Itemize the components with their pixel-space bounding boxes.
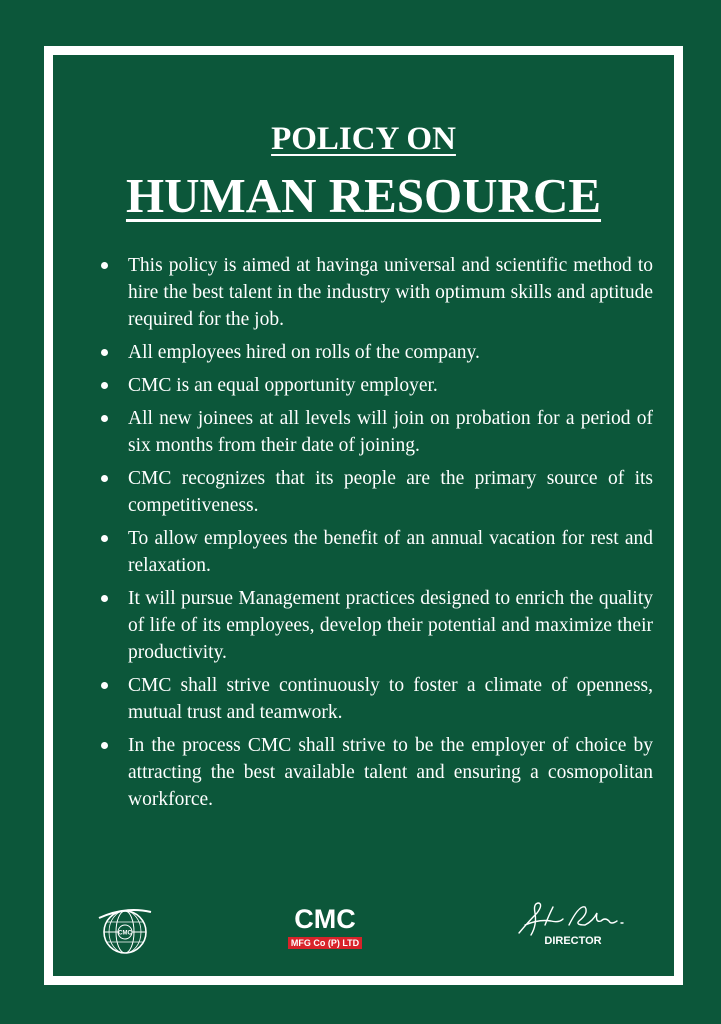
policy-item-text: CMC shall strive continuously to foster a climate of openness, mutual trust and teamwork. — [128, 675, 653, 723]
cmc-logo — [285, 905, 365, 951]
title-policy-on — [53, 121, 674, 157]
policy-item-text: CMC recognizes that its people are the primary source of its competitiveness. — [128, 468, 653, 516]
bullet-icon — [101, 595, 108, 602]
policy-poster — [53, 55, 674, 976]
director-label: DIRECTOR — [544, 935, 602, 947]
bullet-icon — [101, 475, 108, 482]
poster-frame — [44, 46, 683, 985]
bullet-icon — [101, 682, 108, 689]
bullet-icon — [101, 382, 108, 389]
policy-item — [97, 405, 653, 459]
bullet-icon — [101, 415, 108, 422]
globe-emblem-icon — [97, 902, 153, 958]
cmc-logo-text: CMC — [294, 904, 356, 934]
policy-item — [97, 252, 653, 333]
policy-item-text: All new joinees at all levels will join on probation for a period of six months from their date of joining. — [128, 408, 653, 456]
cmc-logo-subtitle: MFG Co (P) LTD — [288, 937, 362, 949]
policy-item-text: In the process CMC shall strive to be the employer of choice by attracting the best available talent and ensuring a cosmopolitan workforce. — [128, 735, 653, 810]
policy-item-text: CMC is an equal opportunity employer. — [128, 375, 438, 396]
bullet-icon — [101, 535, 108, 542]
policy-item — [97, 465, 653, 519]
bullet-icon — [101, 262, 108, 269]
policy-item — [97, 339, 653, 366]
policy-item — [97, 672, 653, 726]
globe-emblem-text: CMC — [118, 930, 132, 937]
policy-item-text: It will pursue Management practices designed to enrich the quality of life of its employees, develop their potential and maximize their productivity. — [128, 588, 653, 663]
policy-item-text: To allow employees the benefit of an annual vacation for rest and relaxation. — [128, 528, 653, 576]
bullet-icon — [101, 742, 108, 749]
policy-item — [97, 585, 653, 666]
policy-item-text: All employees hired on rolls of the company. — [128, 342, 480, 363]
policy-list — [97, 252, 653, 819]
policy-item — [97, 732, 653, 813]
policy-item — [97, 525, 653, 579]
policy-item-text: This policy is aimed at havinga universal and scientific method to hire the best talent in the industry with optimum skills and aptitude required for the job. — [128, 255, 653, 330]
title-policy-on-text: POLICY ON — [271, 121, 456, 157]
title-human-resource-text: HUMAN RESOURCE — [125, 168, 602, 223]
title-human-resource — [53, 169, 674, 223]
bullet-icon — [101, 349, 108, 356]
policy-item — [97, 372, 653, 399]
